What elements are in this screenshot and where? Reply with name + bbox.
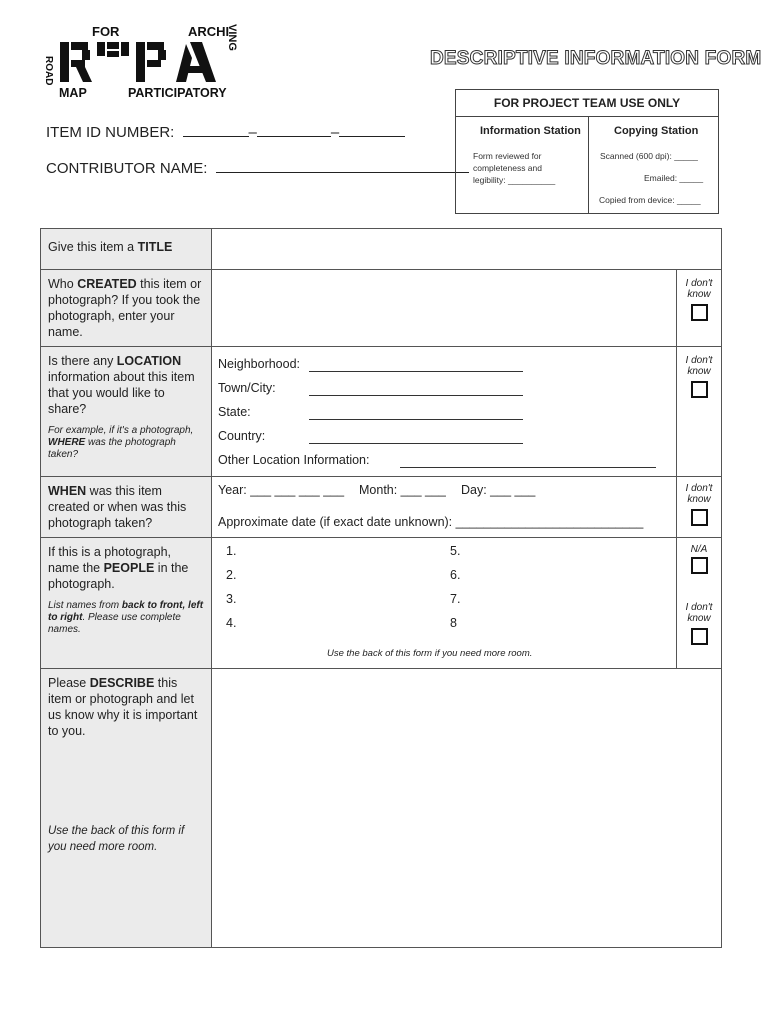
ropa-logo bbox=[40, 22, 255, 102]
title-q-pre: Give this item a bbox=[48, 240, 138, 254]
people-back-note: Use the back of this form if you need more room. bbox=[327, 648, 533, 659]
location-q-pre: Is there any bbox=[48, 354, 117, 368]
created-row bbox=[41, 270, 722, 347]
location-note-post: was the photograph taken? bbox=[48, 437, 176, 460]
describe-row bbox=[41, 669, 722, 948]
describe-question bbox=[41, 669, 212, 948]
logo-bottom-right: PARTICIPATORY bbox=[128, 86, 227, 100]
info-station-title: Information Station bbox=[480, 125, 581, 137]
copy-line-3[interactable]: Copied from device: _____ bbox=[599, 195, 701, 205]
logo-top-right: ARCHI bbox=[188, 24, 230, 39]
town-label: Town/City: bbox=[218, 381, 276, 395]
info-line-3[interactable]: legibility: __________ bbox=[473, 175, 556, 185]
location-idk-checkbox[interactable] bbox=[691, 381, 708, 398]
person-6-field[interactable]: 6. bbox=[450, 568, 461, 582]
copy-station-title: Copying Station bbox=[614, 125, 699, 137]
people-na-checkbox[interactable] bbox=[691, 557, 708, 574]
day-field[interactable]: Day: ___ ___ bbox=[461, 483, 536, 497]
people-note-bold: back to front, left to right bbox=[48, 600, 204, 623]
location-q-post: information about this item that you would like to share? bbox=[48, 370, 195, 416]
describe-q-bold: DESCRIBE bbox=[89, 676, 155, 690]
when-idk-cell bbox=[677, 477, 722, 538]
created-idk-label: I don't know bbox=[685, 278, 713, 300]
location-note bbox=[48, 425, 204, 461]
created-question bbox=[41, 270, 212, 347]
people-q-post: in the photograph. bbox=[48, 561, 189, 591]
describe-q-pre: Please bbox=[48, 676, 90, 690]
neighborhood-field[interactable] bbox=[309, 370, 523, 372]
title-q-bold: TITLE bbox=[137, 240, 173, 254]
month-field[interactable]: Month: ___ ___ bbox=[359, 483, 446, 497]
form-title: DESCRIPTIVE INFORMATION FORM bbox=[430, 48, 762, 69]
country-label: Country: bbox=[218, 429, 266, 443]
item-id-label: ITEM ID NUMBER: bbox=[46, 124, 175, 141]
people-idk-cell bbox=[677, 538, 722, 669]
people-note-post: . Please use complete names. bbox=[48, 612, 181, 635]
person-7-field[interactable]: 7. bbox=[450, 592, 461, 606]
logo-vertical-left: ROAD bbox=[43, 56, 54, 86]
people-row bbox=[41, 538, 722, 669]
describe-answer-field[interactable] bbox=[212, 669, 722, 948]
location-answer-cell bbox=[212, 347, 677, 477]
logo-word-art bbox=[60, 42, 216, 82]
describe-q-post: this item or photograph and let us know why it is important to you. bbox=[48, 676, 198, 738]
location-note-bold: WHERE bbox=[48, 437, 86, 448]
location-note-pre: For example, if it's a photograph, bbox=[48, 425, 194, 436]
copy-line-2[interactable]: Emailed: _____ bbox=[644, 173, 704, 183]
team-use-box bbox=[455, 89, 719, 214]
info-station-text bbox=[473, 150, 583, 186]
logo-word: ROPA bbox=[40, 22, 43, 23]
people-note bbox=[48, 600, 204, 636]
title-answer-field[interactable] bbox=[212, 229, 722, 270]
created-idk-checkbox[interactable] bbox=[691, 304, 708, 321]
created-q-post: this item or photograph? If you took the photograph, enter your name. bbox=[48, 277, 202, 339]
contributor-field[interactable] bbox=[216, 160, 469, 173]
other-location-field[interactable] bbox=[400, 466, 656, 468]
state-label: State: bbox=[218, 405, 251, 419]
when-question bbox=[41, 477, 212, 538]
logo-top-left: FOR bbox=[92, 24, 120, 39]
when-answer-cell bbox=[212, 477, 677, 538]
item-id-field-1[interactable] bbox=[183, 124, 249, 137]
logo-bottom-left: MAP bbox=[59, 86, 87, 100]
person-3-field[interactable]: 3. bbox=[226, 592, 237, 606]
other-location-label: Other Location Information: bbox=[218, 453, 370, 467]
neighborhood-label: Neighborhood: bbox=[218, 357, 301, 371]
team-box-divider bbox=[588, 117, 589, 213]
people-note-pre: List names from bbox=[48, 600, 122, 611]
town-field[interactable] bbox=[309, 394, 523, 396]
contributor-label: CONTRIBUTOR NAME: bbox=[46, 160, 208, 177]
state-field[interactable] bbox=[309, 418, 523, 420]
created-q-pre: Who bbox=[48, 277, 78, 291]
item-id-field-3[interactable] bbox=[339, 124, 405, 137]
when-idk-label: I don't know bbox=[685, 483, 713, 505]
item-id-field-2[interactable] bbox=[257, 124, 331, 137]
person-2-field[interactable]: 2. bbox=[226, 568, 237, 582]
person-8-field[interactable]: 8 bbox=[450, 616, 457, 630]
when-q-bold: WHEN bbox=[48, 484, 87, 498]
when-idk-checkbox[interactable] bbox=[691, 509, 708, 526]
location-row bbox=[41, 347, 722, 477]
person-5-field[interactable]: 5. bbox=[450, 544, 461, 558]
people-question bbox=[41, 538, 212, 669]
when-q-post: was this item created or when was this photograph taken? bbox=[48, 484, 187, 530]
info-line-2: completeness and bbox=[473, 163, 542, 173]
people-idk-checkbox[interactable] bbox=[691, 628, 708, 645]
location-q-bold: LOCATION bbox=[116, 354, 182, 368]
team-box-heading: FOR PROJECT TEAM USE ONLY bbox=[456, 90, 718, 117]
when-row bbox=[41, 477, 722, 538]
people-idk-label: I don't know bbox=[685, 602, 713, 624]
person-1-field[interactable]: 1. bbox=[226, 544, 237, 558]
people-na-label: N/A bbox=[690, 544, 708, 555]
title-question bbox=[41, 229, 212, 270]
created-answer-field[interactable] bbox=[212, 270, 677, 347]
item-id-sep-2: – bbox=[330, 124, 340, 141]
info-line-1: Form reviewed for bbox=[473, 151, 542, 161]
describe-note: Use the back of this form if you need more room. bbox=[48, 825, 185, 853]
location-idk-label: I don't know bbox=[685, 355, 713, 377]
created-idk-cell bbox=[677, 270, 722, 347]
title-row bbox=[41, 229, 722, 270]
logo-vertical-right: VING bbox=[226, 24, 238, 51]
approximate-date-field[interactable]: Approximate date (if exact date unknown): ___________________________ bbox=[218, 515, 644, 529]
location-question bbox=[41, 347, 212, 477]
descriptive-form-table bbox=[40, 228, 722, 948]
country-field[interactable] bbox=[309, 442, 523, 444]
copy-line-1[interactable]: Scanned (600 dpi): _____ bbox=[600, 151, 698, 161]
person-4-field[interactable]: 4. bbox=[226, 616, 237, 630]
year-field[interactable]: Year: ___ ___ ___ ___ bbox=[218, 483, 345, 497]
people-q-bold: PEOPLE bbox=[103, 561, 155, 575]
people-q-pre: If this is a photograph, name the bbox=[48, 545, 171, 575]
item-id-line bbox=[46, 124, 405, 141]
contributor-line bbox=[46, 160, 469, 177]
item-id-sep-1: – bbox=[248, 124, 257, 141]
created-q-bold: CREATED bbox=[77, 277, 137, 291]
people-answer-cell bbox=[212, 538, 677, 669]
location-idk-cell bbox=[677, 347, 722, 477]
